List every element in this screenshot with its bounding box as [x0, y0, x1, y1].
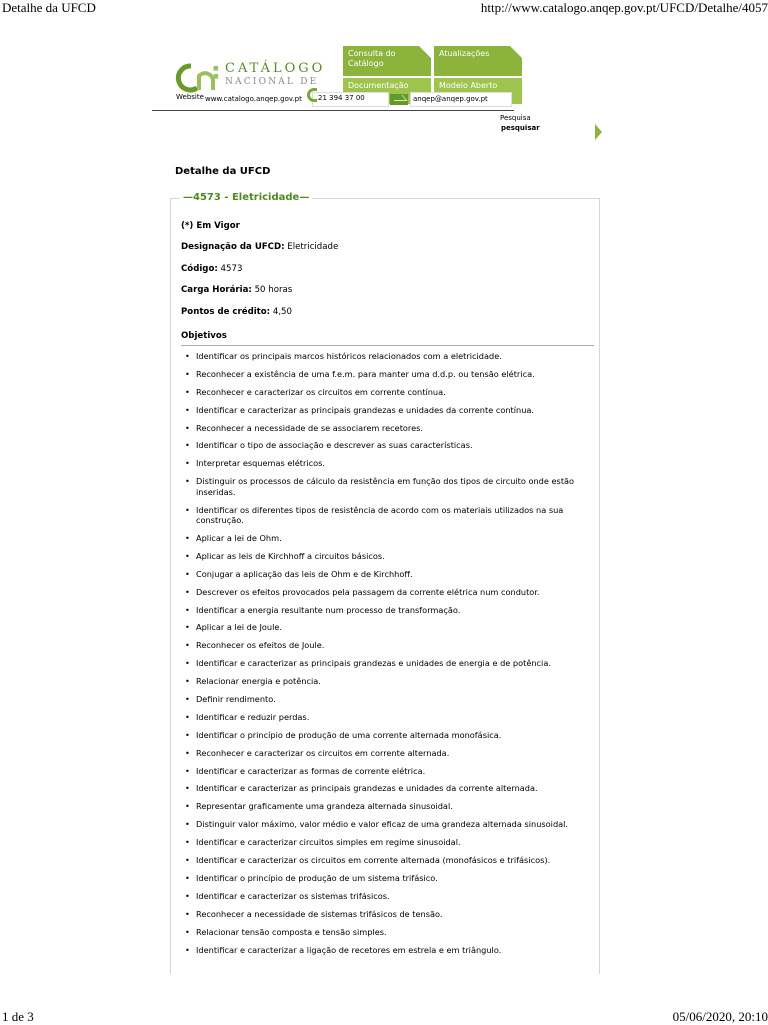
- objetivo-item: • Identificar e caracterizar as principais grandezas e unidades da corrente alternada.: [185, 783, 595, 794]
- carga-value: 50 horas: [254, 285, 293, 295]
- header-divider: [152, 110, 514, 111]
- codigo-label: Código:: [181, 264, 218, 274]
- phone-number: 21 394 37 00: [318, 94, 365, 102]
- mail-icon: [390, 94, 408, 105]
- objetivo-item: • Relacionar energia e potência.: [185, 676, 595, 687]
- objetivo-item: • Interpretar esquemas elétricos.: [185, 458, 595, 469]
- objetivo-item: • Reconhecer os efeitos de Joule.: [185, 640, 595, 651]
- objetivo-item: • Aplicar a lei de Joule.: [185, 622, 595, 633]
- print-page-title: Detalhe da UFCD: [2, 0, 96, 15]
- nav-consulta-catalogo[interactable]: [343, 46, 431, 76]
- website-link[interactable]: www.catalogo.anqep.gov.pt: [205, 95, 302, 103]
- contact-bar: [150, 90, 510, 112]
- nav-label: Modelo Aberto: [439, 81, 498, 90]
- ufcd-legend-text: 4573 - Eletricidade: [193, 192, 300, 203]
- objetivo-item: • Reconhecer a existência de uma f.e.m. para manter uma d.d.p. ou tensão elétrica.: [185, 369, 595, 380]
- nav-label: Atualizações: [439, 49, 490, 58]
- website-label: Website: [176, 93, 204, 101]
- objetivo-item: • Identificar e caracterizar circuitos simples em regime sinusoidal.: [185, 837, 595, 848]
- status-row: [181, 221, 240, 231]
- objetivo-item: • Identificar e caracterizar os circuitos em corrente alternada (monofásicos e trifásicos).: [185, 855, 595, 866]
- objetivo-item: • Identificar os principais marcos históricos relacionados com a eletricidade.: [185, 351, 595, 362]
- codigo-value: 4573: [220, 264, 243, 274]
- search-arrow-icon[interactable]: [595, 124, 602, 140]
- phone-icon: [307, 88, 317, 102]
- print-page-count: 1 de 3: [2, 1009, 34, 1024]
- objetivo-item: • Identificar o tipo de associação e descrever as suas características.: [185, 440, 595, 451]
- pontos-label: Pontos de crédito:: [181, 307, 271, 317]
- objetivo-item: • Distinguir valor máximo, valor médio e valor eficaz de uma grandeza alternada sinusoidal.: [185, 819, 595, 830]
- designacao-value: Eletricidade: [287, 242, 339, 252]
- nav-label: Consulta do Catálogo: [348, 49, 396, 68]
- carga-label: Carga Horária:: [181, 285, 252, 295]
- objetivo-item: • Identificar a energia resultante num processo de transformação.: [185, 605, 595, 616]
- objetivos-title: Objetivos: [181, 331, 227, 341]
- objetivo-item: • Relacionar tensão composta e tensão simples.: [185, 927, 595, 938]
- objetivo-item: • Distinguir os processos de cálculo da resistência em função dos tipos de circuito onde estão inseridas.: [185, 476, 595, 497]
- status-text: (*) Em Vigor: [181, 221, 240, 231]
- objetivo-item: • Identificar o princípio de produção de um sistema trifásico.: [185, 873, 595, 884]
- designacao-label: Designação da UFCD:: [181, 242, 285, 252]
- objetivo-item: • Identificar e caracterizar as principais grandezas e unidades da corrente contínua.: [185, 405, 595, 416]
- objetivos-divider: [181, 345, 594, 346]
- objetivos-list: [185, 351, 595, 962]
- tile-corner: [419, 46, 431, 58]
- tile-corner: [510, 46, 522, 58]
- objetivo-item: • Identificar o princípio de produção de uma corrente alternada monofásica.: [185, 730, 595, 741]
- objetivo-item: • Definir rendimento.: [185, 694, 595, 705]
- ufcd-legend: — 4573 - Eletricidade—: [180, 192, 312, 203]
- objetivo-item: • Reconhecer a necessidade de sistemas trifásicos de tensão.: [185, 909, 595, 920]
- page-heading: Detalhe da UFCD: [175, 166, 271, 177]
- objetivo-item: • Identificar e caracterizar a ligação de recetores em estrela e em triângulo.: [185, 945, 595, 956]
- logo-title: CATÁLOGO: [225, 61, 326, 76]
- print-url: http://www.catalogo.anqep.gov.pt/UFCD/Detalhe/4057: [480, 0, 768, 15]
- objetivo-item: • Identificar os diferentes tipos de resistência de acordo com os materiais utilizados na sua construção.: [185, 505, 595, 526]
- pontos-value: 4,50: [272, 307, 292, 317]
- print-datetime: 05/06/2020, 20:10: [672, 1009, 768, 1024]
- search-label: Pesquisa: [500, 114, 531, 122]
- designacao-row: [181, 242, 338, 252]
- codigo-row: [181, 264, 242, 274]
- objetivo-item: • Reconhecer e caracterizar os circuitos em corrente alternada.: [185, 748, 595, 759]
- objetivo-item: • Identificar e caracterizar as formas de corrente elétrica.: [185, 766, 595, 777]
- print-footer: [0, 1009, 768, 1024]
- objetivo-item: • Aplicar a lei de Ohm.: [185, 533, 595, 544]
- objetivo-item: • Reconhecer a necessidade de se associarem recetores.: [185, 423, 595, 434]
- objetivo-item: • Conjugar a aplicação das leis de Ohm e de Kirchhoff.: [185, 569, 595, 580]
- logo-subtitle: NACIONAL DE: [225, 77, 319, 87]
- nav-atualizacoes[interactable]: [434, 46, 522, 76]
- objetivo-item: • Aplicar as leis de Kirchhoff a circuitos básicos.: [185, 551, 595, 562]
- objetivo-item: • Identificar e caracterizar as principais grandezas e unidades de energia e de potência.: [185, 658, 595, 669]
- print-header: [0, 0, 768, 16]
- objetivo-item: • Identificar e caracterizar os sistemas trifásicos.: [185, 891, 595, 902]
- objetivo-item: • Identificar e reduzir perdas.: [185, 712, 595, 723]
- logo-dots-icon: ■ ■: [213, 65, 219, 80]
- objetivo-item: • Reconhecer e caracterizar os circuitos em corrente contínua.: [185, 387, 595, 398]
- search-button[interactable]: pesquisar: [501, 124, 540, 132]
- pontos-row: [181, 307, 292, 317]
- email-link[interactable]: anqep@anqep.gov.pt: [413, 95, 488, 103]
- nav-label: Documentação: [348, 81, 409, 90]
- carga-row: [181, 285, 292, 295]
- objetivo-item: • Representar graficamente uma grandeza alternada sinusoidal.: [185, 801, 595, 812]
- objetivo-item: • Descrever os efeitos provocados pela passagem da corrente elétrica num condutor.: [185, 587, 595, 598]
